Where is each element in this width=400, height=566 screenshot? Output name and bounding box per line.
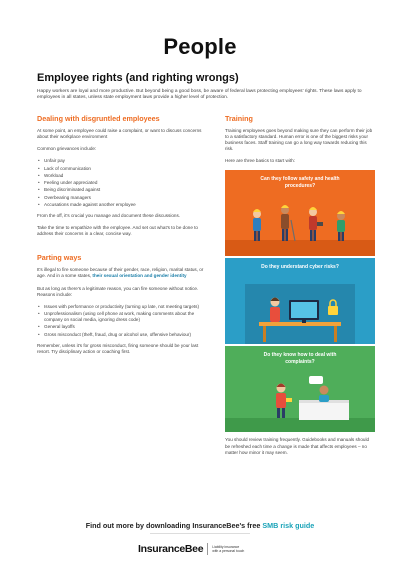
list-item: • General layoffs xyxy=(37,324,207,330)
cyber-illustration-panel xyxy=(225,258,375,344)
training-heading: Training xyxy=(225,114,253,123)
divider xyxy=(150,533,250,534)
divider xyxy=(207,543,208,555)
list-item: • Unfair pay xyxy=(37,158,207,164)
list-item: • Workload xyxy=(37,173,207,179)
sexual-orientation-link[interactable]: their sexual orientation and gender identity xyxy=(92,273,187,279)
list-item: • Overbearing managers xyxy=(37,195,207,201)
page-title: People xyxy=(163,34,237,59)
safety-illustration-panel xyxy=(225,170,375,256)
training-paragraph-1: Training employees goes beyond making sure they can perform their job to a satisfactory standard. Human error is one of the biggest risks your business faces. Staff training can go a long way towards reducing this risk. xyxy=(225,128,373,152)
list-item: • Feeling under appreciated xyxy=(37,180,207,186)
training-paragraph-3: You should review training frequently. Guidebooks and manuals should be refreshed each time a change is made that affects employees – no matter how minor it may seem. xyxy=(225,437,370,455)
tagline-line-2: with a personal touch xyxy=(212,549,245,553)
section-title: Employee rights (and righting wrongs) xyxy=(37,72,239,84)
tagline-line-1: Liability insurance xyxy=(212,544,240,549)
training-paragraph-2: Here are three basics to start with: xyxy=(225,158,295,164)
intro-paragraph: Happy workers are loyal and more productive. But beyond being a good boss, be aware of federal laws protecting employees' rights. These laws apply to employees in all states, unless state employment laws provide a higher level of protection. xyxy=(37,89,362,101)
list-item: • Issues with performance or productivity (turning up late, not meeting targets) xyxy=(37,304,207,310)
list-item: • Being discriminated against xyxy=(37,187,207,193)
list-item: • Lack of communication xyxy=(37,166,207,172)
list-item: • Gross misconduct (theft, fraud, drug or alcohol use, offensive behaviour) xyxy=(37,332,207,338)
reasons-list xyxy=(37,304,207,338)
right-column xyxy=(225,114,375,462)
cyber-risk-illustration xyxy=(225,258,375,344)
brand-logo[interactable] xyxy=(138,541,244,557)
dealing-paragraph-2: Common grievances include: xyxy=(37,146,97,152)
dealing-paragraph-3: From the off, it's crucial you manage and document these discussions. xyxy=(37,213,181,219)
list-item: • Accusations made against another employee xyxy=(37,202,207,208)
grievances-list xyxy=(37,158,207,208)
smb-risk-guide-link[interactable]: SMB risk guide xyxy=(262,521,315,530)
parting-paragraph-3: Remember, unless it's for gross misconduct, firing someone should be your last resort. Try disciplinary action or coaching first. xyxy=(37,342,199,354)
dealing-heading: Dealing with disgruntled employees xyxy=(37,114,160,123)
complaints-panel-label: Do they know how to deal with complaints? xyxy=(263,352,337,365)
parting-heading: Parting ways xyxy=(37,253,82,263)
complaints-illustration-panel xyxy=(225,346,375,432)
cta-text: Find out more by downloading InsuranceBee's free xyxy=(85,521,263,530)
brand-tagline xyxy=(212,545,244,553)
safety-panel-label: Can they follow safety and health procedures? xyxy=(260,176,340,189)
list-item: • Unprofessionalism (using cell phone at work, making comments about the company on social media, ignoring dress code) xyxy=(37,311,207,323)
parting-paragraph-2: But as long as there's a legitimate reason, you can fire someone without notice. Reasons include: xyxy=(37,285,199,297)
parting-paragraph-1 xyxy=(37,267,207,279)
parting-text: It's illegal to fire someone because of their gender, race, religion, marital status, or age. And in a some states, xyxy=(37,267,204,279)
dealing-paragraph-1: At some point, an employee could raise a complaint, or want to discuss concerns about their workplace environment xyxy=(37,128,202,140)
cyber-panel-label: Do they understand cyber risks? xyxy=(261,264,339,271)
brand-name: InsuranceBee xyxy=(138,543,204,555)
left-column xyxy=(37,114,207,361)
footer-cta xyxy=(0,521,400,530)
dealing-paragraph-4: Take the time to empathize with the employee. And set out what's to be done to address their concerns in a clear, concise way. xyxy=(37,225,198,237)
